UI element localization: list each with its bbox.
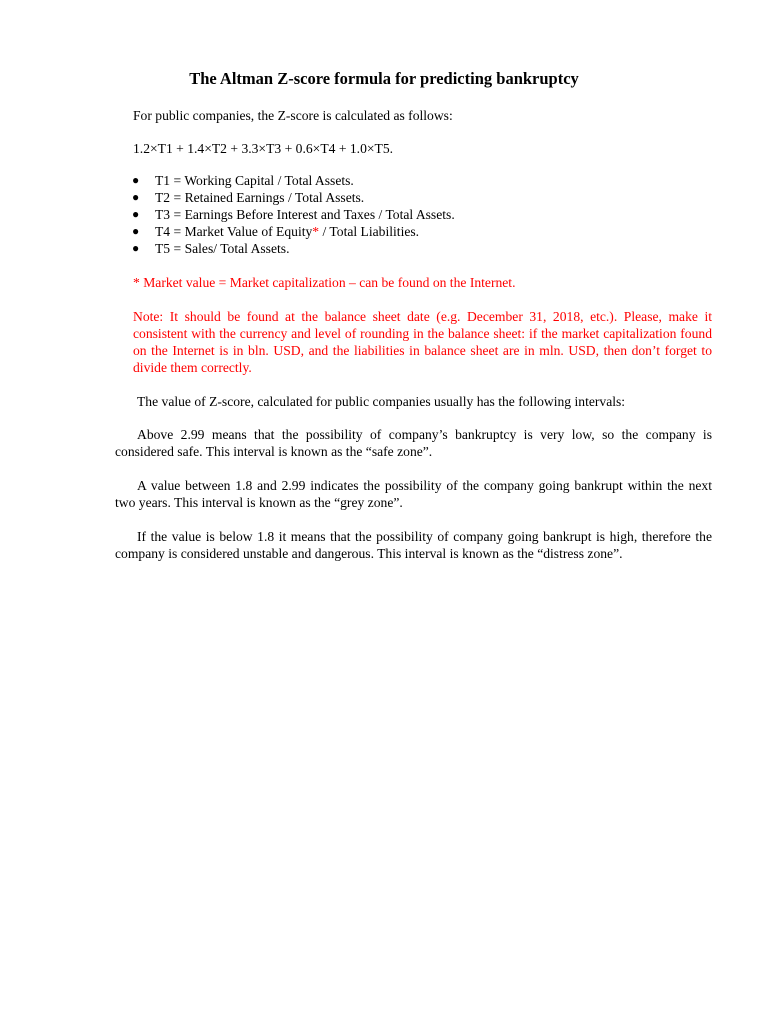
document-title: The Altman Z-score formula for predicting bankruptcy: [189, 69, 579, 88]
term-text: T5 = Sales/ Total Assets.: [155, 241, 290, 256]
term-text-after: / Total Liabilities.: [319, 224, 420, 239]
intro-text: For public companies, the Z-score is calculated as follows:: [133, 108, 453, 123]
safe-zone-paragraph: Above 2.99 means that the possibility of company’s bankruptcy is very low, so the company is considered safe. This interval is known as the “safe zone”.: [115, 427, 712, 459]
bullet-icon: ●: [132, 173, 140, 187]
rounding-note: Note: It should be found at the balance sheet date (e.g. December 31, 2018, etc.). Please, make it consistent with the currency and level of rounding in the balance sheet: if the market capitalization found on the Internet is in bln. USD, and the liabilities in balance sheet are in mln. USD, then don’t forget to divide them correctly.: [133, 309, 712, 375]
bullet-icon: ●: [132, 241, 140, 255]
term-text: T1 = Working Capital / Total Assets.: [155, 173, 354, 188]
bullet-icon: ●: [132, 190, 140, 204]
terms-list: [115, 172, 455, 257]
term-item-t3: [115, 206, 455, 223]
bullet-icon: ●: [132, 224, 140, 238]
footnote-marker: *: [312, 224, 320, 239]
distress-zone-paragraph: If the value is below 1.8 it means that the possibility of company going bankrupt is high, therefore the company is considered unstable and dangerous. This interval is known as the “distress zone”.: [115, 529, 712, 561]
term-item-t4: [115, 223, 455, 240]
formula-text: 1.2×T1 + 1.4×T2 + 3.3×T3 + 0.6×T4 + 1.0×T5.: [133, 141, 394, 156]
bullet-icon: ●: [132, 207, 140, 221]
grey-zone-paragraph: A value between 1.8 and 2.99 indicates the possibility of the company going bankrupt within the next two years. This interval is known as the “grey zone”.: [115, 478, 712, 510]
term-text: T3 = Earnings Before Interest and Taxes / Total Assets.: [155, 207, 455, 222]
term-text: T2 = Retained Earnings / Total Assets.: [155, 190, 365, 205]
term-item-t2: [115, 189, 455, 206]
term-item-t1: [115, 172, 455, 189]
term-text-before: T4 = Market Value of Equity: [155, 224, 313, 239]
intervals-intro: The value of Z-score, calculated for public companies usually has the following intervals:: [137, 394, 626, 409]
term-item-t5: [115, 240, 455, 257]
market-value-footnote: * Market value = Market capitalization – can be found on the Internet.: [133, 275, 516, 290]
